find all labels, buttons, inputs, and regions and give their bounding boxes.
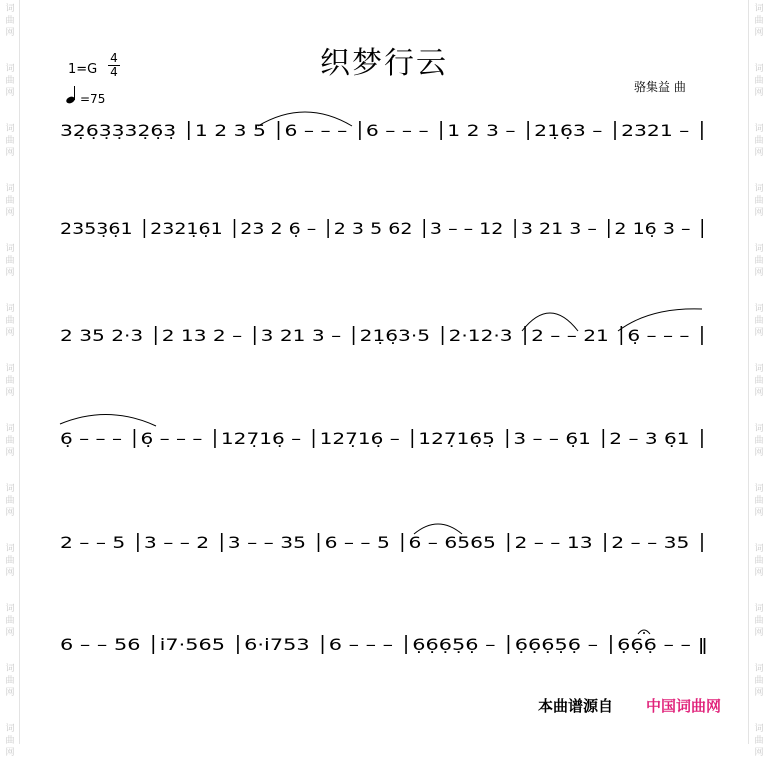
score-line-1 bbox=[60, 110, 720, 154]
watermark-char: 曲 bbox=[5, 556, 15, 566]
watermark-char: 曲 bbox=[754, 736, 764, 746]
score-line-text: 2353̣6̣1 │2321̣6̣1 │23 2 6̣ – │2 3 5 62 │3 – – 12 │3 21 3 – │2 16̣ 3 – │ bbox=[60, 219, 708, 238]
watermark-char: 网 bbox=[5, 628, 15, 638]
watermark-char: 词 bbox=[754, 244, 764, 254]
watermark-char: 曲 bbox=[5, 496, 15, 506]
watermark-char: 曲 bbox=[754, 316, 764, 326]
watermark-char: 曲 bbox=[754, 496, 764, 506]
watermark-char: 词 bbox=[5, 604, 15, 614]
score-line-2 bbox=[60, 208, 720, 252]
watermark-char: 词 bbox=[5, 304, 15, 314]
time-signature bbox=[107, 52, 121, 79]
watermark-char: 网 bbox=[5, 508, 15, 518]
watermark-char: 曲 bbox=[754, 256, 764, 266]
watermark-char: 词 bbox=[754, 424, 764, 434]
watermark-char: 曲 bbox=[754, 676, 764, 686]
watermark-char: 曲 bbox=[5, 676, 15, 686]
watermark-char: 曲 bbox=[5, 76, 15, 86]
source-label: 本曲谱源自 bbox=[538, 697, 614, 715]
score-line-6 bbox=[60, 624, 720, 668]
score-line-text: 6 – – 56 │i7·565 │6·i753 │6 – – – │6̣6̣6̣5̣6̣ – │6̣6̣6̣5̣6̣ – │6̣6̣6̣ – – ‖ bbox=[60, 635, 708, 654]
watermark-char: 曲 bbox=[5, 616, 15, 626]
left-watermark-strip bbox=[0, 0, 20, 758]
watermark-char: 词 bbox=[5, 184, 15, 194]
watermark-char: 词 bbox=[5, 244, 15, 254]
watermark-char: 曲 bbox=[754, 16, 764, 26]
watermark-char: 词 bbox=[754, 364, 764, 374]
watermark-char: 网 bbox=[754, 628, 764, 638]
watermark-char: 曲 bbox=[754, 76, 764, 86]
watermark-char: 网 bbox=[754, 568, 764, 578]
key-signature: 1=G bbox=[68, 62, 98, 77]
source-site-link[interactable]: 中国词曲网 bbox=[646, 697, 722, 715]
watermark-char: 曲 bbox=[5, 436, 15, 446]
watermark-char: 词 bbox=[5, 484, 15, 494]
watermark-char: 网 bbox=[5, 328, 15, 338]
watermark-char: 网 bbox=[5, 148, 15, 158]
watermark-char: 词 bbox=[754, 4, 764, 14]
watermark-char: 网 bbox=[754, 328, 764, 338]
watermark-char: 网 bbox=[754, 508, 764, 518]
watermark-char: 网 bbox=[754, 748, 764, 758]
score-line-text: 6̣ – – – │6̣ – – – │127̣16̣ – │127̣16̣ – │127̣16̣5̣ │3 – – 6̣1 │2 – 3 6̣1 │ bbox=[60, 429, 708, 448]
watermark-char: 词 bbox=[754, 604, 764, 614]
score-title: 织梦行云 bbox=[320, 46, 448, 81]
watermark-char: 曲 bbox=[5, 256, 15, 266]
watermark-char: 曲 bbox=[754, 616, 764, 626]
watermark-char: 词 bbox=[754, 184, 764, 194]
watermark-char: 网 bbox=[754, 28, 764, 38]
watermark-char: 曲 bbox=[754, 136, 764, 146]
watermark-char: 词 bbox=[5, 664, 15, 674]
watermark-char: 网 bbox=[5, 268, 15, 278]
watermark-char: 曲 bbox=[754, 376, 764, 386]
watermark-char: 网 bbox=[5, 28, 15, 38]
score-line-text: 2 35 2·3 │2 13 2 – │3 21 3 – │21̣6̣3·5 │2·12·3 │2 – – 21 │6̣ – – – │ bbox=[60, 326, 708, 345]
watermark-char: 词 bbox=[5, 4, 15, 14]
watermark-char: 网 bbox=[5, 568, 15, 578]
right-watermark-strip bbox=[748, 0, 768, 758]
watermark-char: 词 bbox=[754, 124, 764, 134]
watermark-char: 词 bbox=[5, 724, 15, 734]
watermark-char: 曲 bbox=[5, 736, 15, 746]
watermark-char: 词 bbox=[754, 304, 764, 314]
watermark-char: 网 bbox=[754, 388, 764, 398]
score-line-5 bbox=[60, 522, 720, 566]
watermark-char: 曲 bbox=[5, 196, 15, 206]
watermark-char: 网 bbox=[754, 688, 764, 698]
watermark-char: 网 bbox=[754, 208, 764, 218]
watermark-char: 网 bbox=[754, 88, 764, 98]
watermark-char: 网 bbox=[5, 88, 15, 98]
watermark-char: 词 bbox=[754, 664, 764, 674]
watermark-char: 词 bbox=[5, 364, 15, 374]
time-signature-denominator: 4 bbox=[110, 65, 118, 79]
tempo-value: =75 bbox=[80, 92, 106, 106]
watermark-char: 网 bbox=[5, 208, 15, 218]
score-line-4 bbox=[60, 418, 720, 462]
time-signature-numerator: 4 bbox=[110, 51, 118, 65]
watermark-char: 曲 bbox=[5, 316, 15, 326]
watermark-char: 词 bbox=[754, 484, 764, 494]
watermark-char: 网 bbox=[5, 448, 15, 458]
watermark-char: 曲 bbox=[754, 556, 764, 566]
watermark-char: 曲 bbox=[5, 16, 15, 26]
watermark-char: 曲 bbox=[754, 436, 764, 446]
watermark-char: 网 bbox=[5, 748, 15, 758]
composer-credit: 骆集益 曲 bbox=[634, 80, 686, 94]
watermark-char: 网 bbox=[754, 448, 764, 458]
score-line-text: 32̣6̣3̣3̣32̣6̣3̣ │1 2 3 5 │6 – – – │6 – – – │1 2 3 – │21̣6̣3 – │2321 – │ bbox=[60, 121, 708, 140]
watermark-char: 曲 bbox=[754, 196, 764, 206]
watermark-char: 词 bbox=[754, 64, 764, 74]
score-line-text: 2 – – 5 │3 – – 2 │3 – – 35 │6 – – 5 │6 – 6565 │2 – – 13 │2 – – 35 │ bbox=[60, 533, 708, 552]
watermark-char: 词 bbox=[5, 64, 15, 74]
watermark-char: 网 bbox=[5, 388, 15, 398]
watermark-char: 曲 bbox=[5, 136, 15, 146]
watermark-char: 网 bbox=[754, 268, 764, 278]
watermark-char: 词 bbox=[5, 124, 15, 134]
watermark-char: 词 bbox=[754, 544, 764, 554]
watermark-char: 网 bbox=[5, 688, 15, 698]
watermark-char: 词 bbox=[754, 724, 764, 734]
watermark-char: 曲 bbox=[5, 376, 15, 386]
watermark-char: 词 bbox=[5, 544, 15, 554]
watermark-char: 词 bbox=[5, 424, 15, 434]
score-line-3 bbox=[60, 315, 720, 359]
watermark-char: 网 bbox=[754, 148, 764, 158]
